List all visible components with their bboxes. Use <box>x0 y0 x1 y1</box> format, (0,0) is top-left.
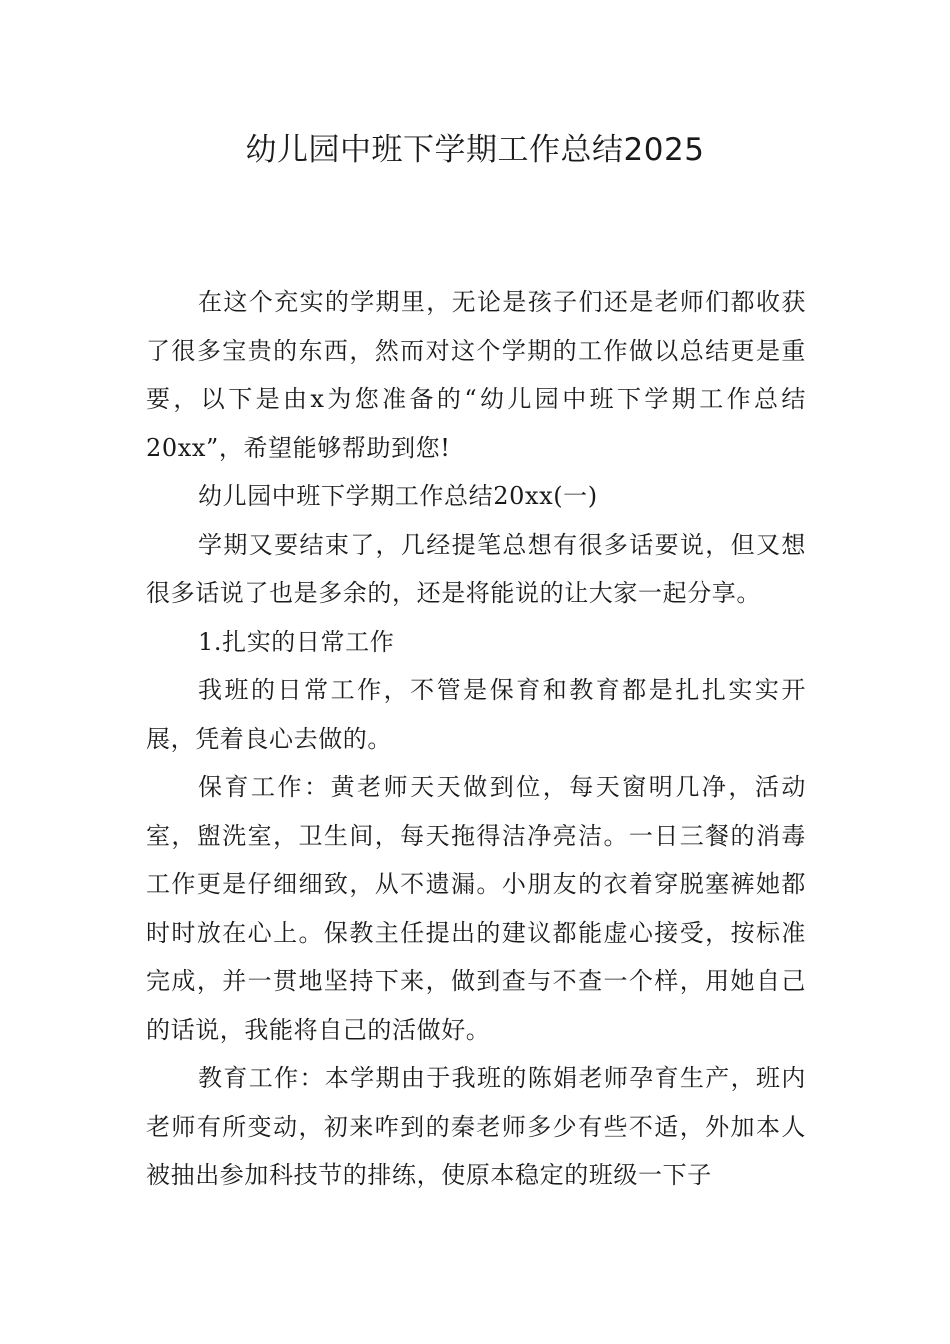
care-work-paragraph: 保育工作：黄老师天天做到位，每天窗明几净，活动室，盥洗室，卫生间，每天拖得洁净亮洁。一日三餐的消毒工作更是仔细细致，从不遗漏。小朋友的衣着穿脱塞裤她都时时放在心上。保教主任提出的建议都能虚心接受，按标准完成，并一贯地坚持下来，做到查与不查一个样，用她自己的话说，我能将自己的活做好。 <box>146 773 806 1044</box>
document-title: 幼儿园中班下学期工作总结2025 <box>245 132 705 168</box>
education-work-paragraph: 教育工作：本学期由于我班的陈娟老师孕育生产，班内老师有所变动，初来咋到的秦老师多少有些不适，外加本人被抽出参加科技节的排练，使原本稳定的班级一下子 <box>146 1064 806 1189</box>
document-body <box>146 278 806 1200</box>
subsection-heading: 1.扎实的日常工作 <box>198 627 395 656</box>
intro-paragraph: 在这个充实的学期里，无论是孩子们还是老师们都收获了很多宝贵的东西，然而对这个学期的工作做以总结更是重要，以下是由x为您准备的“幼儿园中班下学期工作总结20xx”，希望能够帮助到您! <box>146 288 806 462</box>
daily-work-paragraph: 我班的日常工作，不管是保育和教育都是扎扎实实开展，凭着良心去做的。 <box>146 676 806 753</box>
opening-paragraph: 学期又要结束了，几经提笔总想有很多话要说，但又想很多话说了也是多余的，还是将能说的让大家一起分享。 <box>146 530 806 607</box>
section-heading: 幼儿园中班下学期工作总结20xx(一) <box>198 482 598 510</box>
